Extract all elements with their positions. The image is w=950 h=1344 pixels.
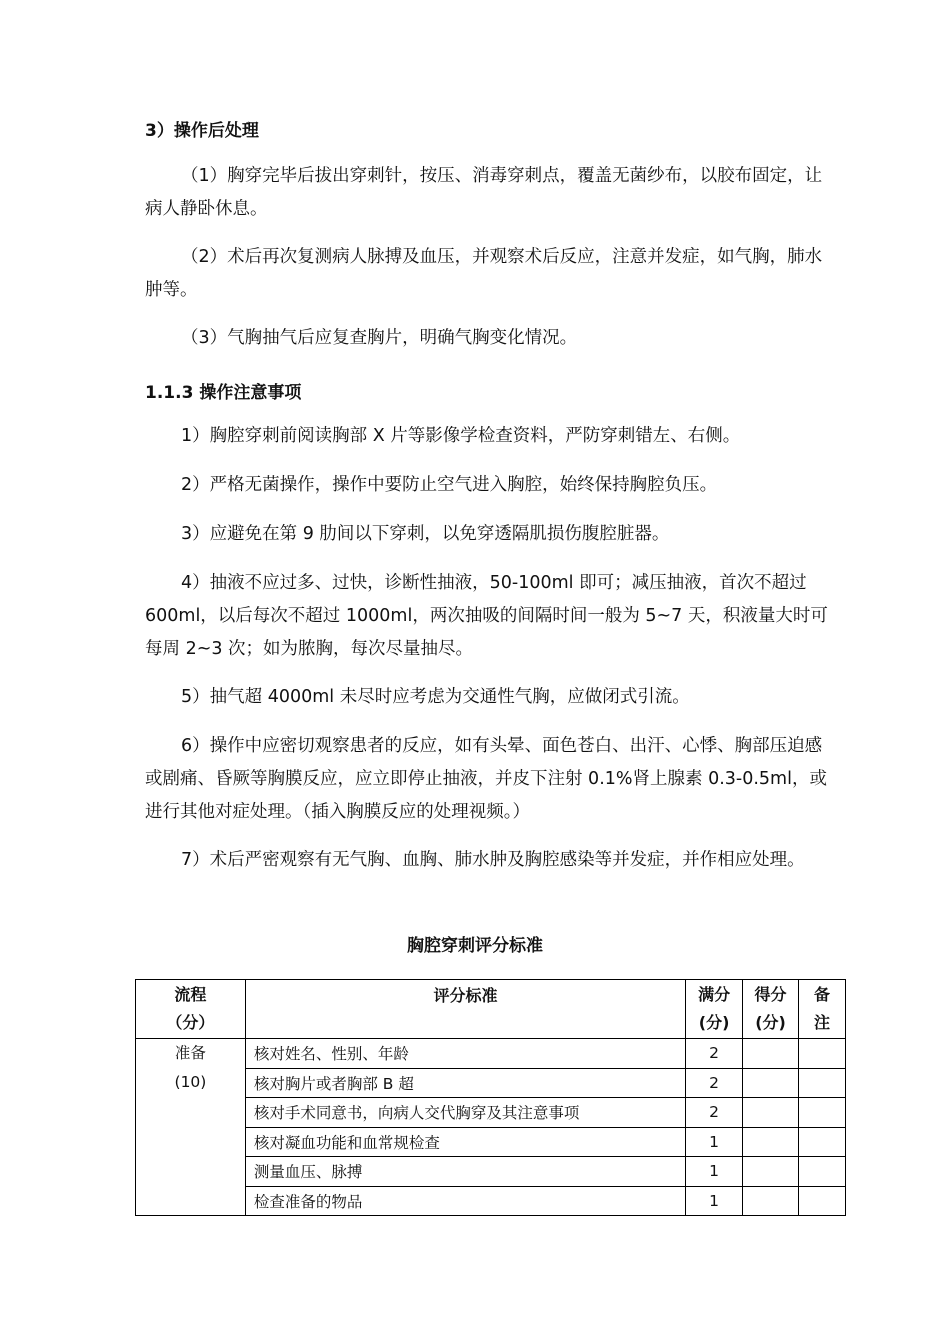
header-stage: 流程 （分）: [136, 980, 246, 1039]
got-score-cell: [743, 1186, 799, 1216]
paragraph: [145, 518, 835, 551]
paragraph: [145, 322, 835, 355]
paragraph: [145, 730, 835, 829]
section-heading-post-operation: 3）操作后处理: [145, 121, 259, 141]
table-header-row: [136, 980, 846, 1039]
got-score-cell: [743, 1157, 799, 1187]
got-score-cell: [743, 1098, 799, 1128]
paragraph: [145, 241, 835, 307]
criteria-cell: 检查准备的物品: [245, 1186, 685, 1216]
full-score-cell: 1: [686, 1127, 743, 1157]
note-cell: [799, 1157, 846, 1187]
stage-cell: 准备 (10): [136, 1039, 246, 1216]
note-item-1: 1）胸腔穿刺前阅读胸部 X 片等影像学检查资料，严防穿刺错左、右侧。: [181, 426, 741, 446]
post-item-1: （1）胸穿完毕后拔出穿刺针，按压、消毒穿刺点，覆盖无菌纱布，以胶布固定，让病人静卧休息。: [145, 166, 823, 219]
criteria-cell: 核对凝血功能和血常规检查: [245, 1127, 685, 1157]
paragraph: [145, 160, 835, 226]
full-score-cell: 1: [686, 1186, 743, 1216]
note-item-4: 4）抽液不应过多、过快，诊断性抽液，50-100ml 即可；减压抽液，首次不超过 600ml，以后每次不超过 1000ml，两次抽吸的间隔时间一般为 5~7 天，积液量大时可每周 2~3 次；如为脓胸，每次尽量抽尽。: [145, 573, 828, 659]
header-got-score: 得分 (分): [743, 980, 799, 1039]
note-item-6: 6）操作中应密切观察患者的反应，如有头晕、面色苍白、出汗、心悸、胸部压迫感或剧痛、昏厥等胸膜反应，应立即停止抽液，并皮下注射 0.1%肾上腺素 0.3-0.5ml，或进行其他对症处理。（插入胸膜反应的处理视频。）: [145, 736, 827, 822]
note-item-5: 5）抽气超 4000ml 未尽时应考虑为交通性气胸，应做闭式引流。: [181, 687, 690, 707]
header-note: 备 注: [799, 980, 846, 1039]
paragraph: [145, 681, 835, 714]
full-score-cell: 2: [686, 1098, 743, 1128]
note-cell: [799, 1068, 846, 1098]
table-row: [136, 1039, 846, 1069]
note-cell: [799, 1039, 846, 1069]
score-table: [135, 979, 846, 1216]
table-title: 胸腔穿刺评分标准: [407, 936, 543, 956]
note-cell: [799, 1186, 846, 1216]
paragraph: [145, 844, 835, 877]
header-full-score: 满分 (分): [686, 980, 743, 1039]
criteria-cell: 核对胸片或者胸部 B 超: [245, 1068, 685, 1098]
post-item-2: （2）术后再次复测病人脉搏及血压，并观察术后反应，注意并发症，如气胸，肺水肿等。: [145, 247, 823, 300]
full-score-cell: 2: [686, 1039, 743, 1069]
full-score-cell: 1: [686, 1157, 743, 1187]
header-criteria: 评分标准: [245, 980, 685, 1039]
note-item-7: 7）术后严密观察有无气胸、血胸、肺水肿及胸腔感染等并发症，并作相应处理。: [181, 850, 805, 870]
note-item-3: 3）应避免在第 9 肋间以下穿刺，以免穿透隔肌损伤腹腔脏器。: [181, 524, 670, 544]
got-score-cell: [743, 1039, 799, 1069]
note-item-2: 2）严格无菌操作，操作中要防止空气进入胸腔，始终保持胸腔负压。: [181, 475, 718, 495]
got-score-cell: [743, 1068, 799, 1098]
paragraph: [145, 469, 835, 502]
paragraph: [145, 567, 835, 666]
criteria-cell: 核对手术同意书，向病人交代胸穿及其注意事项: [245, 1098, 685, 1128]
full-score-cell: 2: [686, 1068, 743, 1098]
note-cell: [799, 1127, 846, 1157]
section-heading-notes: 1.1.3 操作注意事项: [145, 383, 302, 403]
criteria-cell: 测量血压、脉搏: [245, 1157, 685, 1187]
post-item-3: （3）气胸抽气后应复查胸片，明确气胸变化情况。: [181, 328, 578, 348]
criteria-cell: 核对姓名、性别、年龄: [245, 1039, 685, 1069]
paragraph: [145, 420, 835, 453]
note-cell: [799, 1098, 846, 1128]
got-score-cell: [743, 1127, 799, 1157]
